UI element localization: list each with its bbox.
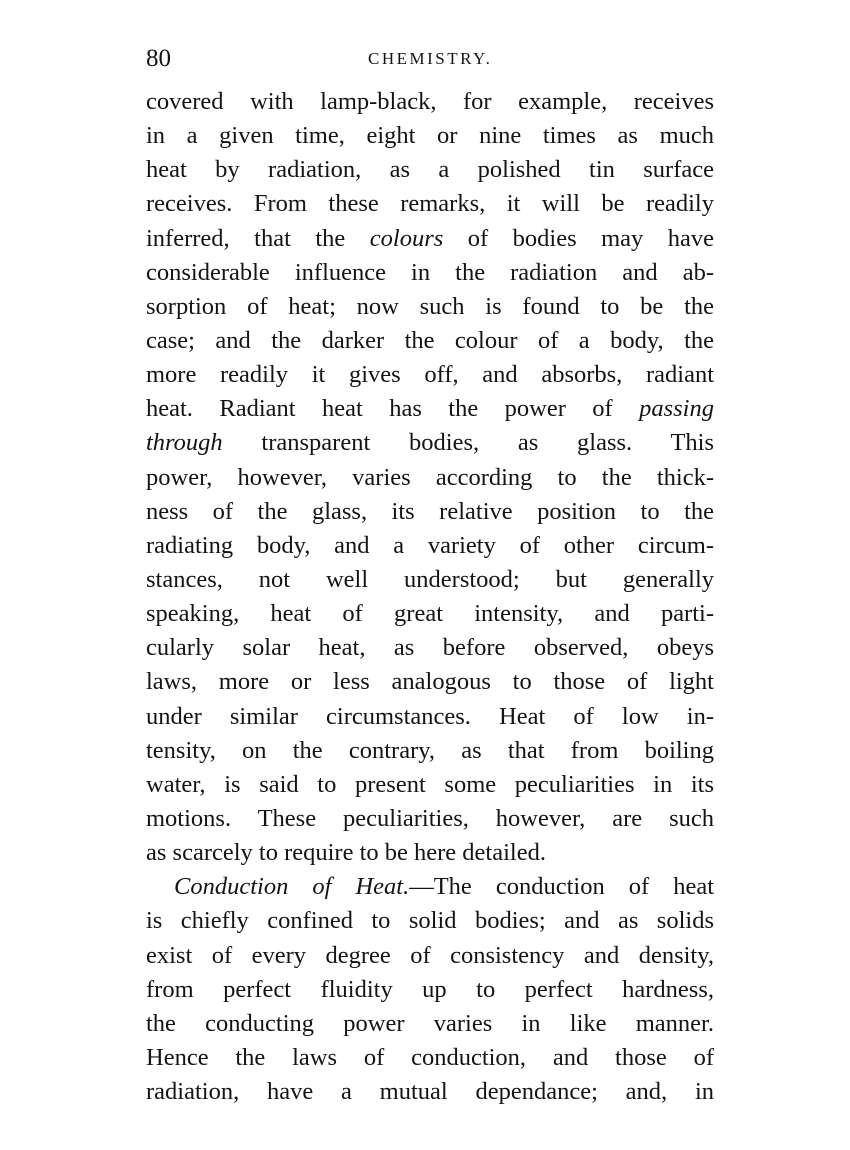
text-line: radiation, have a mutual dependance; and, in xyxy=(146,1078,714,1106)
text-line: inferred, that the colours of bodies may have xyxy=(146,224,714,252)
text-line: as scarcely to require to be here detailed. xyxy=(146,839,546,867)
text-line: under similar circumstances. Heat of low in- xyxy=(146,702,714,730)
text-line: through transparent bodies, as glass. This xyxy=(146,429,714,457)
italic-term: through xyxy=(146,429,223,457)
text-line: power, however, varies according to the thick- xyxy=(146,463,714,491)
section-heading: Conduction of Heat. xyxy=(174,873,410,901)
text-line: is chiefly confined to solid bodies; and as solids xyxy=(146,907,714,935)
section-heading-line: Conduction of Heat.—The conduction of heat xyxy=(174,873,714,901)
page-number: 80 xyxy=(146,45,171,72)
italic-term: colours xyxy=(369,224,444,252)
text-line: from perfect fluidity up to perfect hardness, xyxy=(146,975,714,1003)
text-line: sorption of heat; now such is found to be the xyxy=(146,292,714,320)
text-line: case; and the darker the colour of a body, the xyxy=(146,326,714,354)
text-line: heat by radiation, as a polished tin surface xyxy=(146,156,714,184)
italic-term: passing xyxy=(639,395,714,423)
text-line: laws, more or less analogous to those of light xyxy=(146,668,714,696)
text-line: motions. These peculiarities, however, are such xyxy=(146,804,714,832)
text-line: stances, not well understood; but generally xyxy=(146,565,714,593)
text-line: the conducting power varies in like manner. xyxy=(146,1009,714,1037)
text-line: covered with lamp-black, for example, receives xyxy=(146,88,714,115)
text-line: exist of every degree of consistency and density, xyxy=(146,941,714,969)
text-line: ness of the glass, its relative position to the xyxy=(146,497,714,525)
text-line: Hence the laws of conduction, and those of xyxy=(146,1043,714,1071)
text-line: considerable influence in the radiation and ab- xyxy=(146,258,714,286)
running-title: CHEMISTRY. xyxy=(368,49,493,68)
text-line: water, is said to present some peculiarities in its xyxy=(146,770,714,798)
text-line: speaking, heat of great intensity, and parti- xyxy=(146,600,714,628)
text-line: cularly solar heat, as before observed, obeys xyxy=(146,634,714,662)
text-line: tensity, on the contrary, as that from boiling xyxy=(146,736,714,764)
text-line: more readily it gives off, and absorbs, radiant xyxy=(146,361,714,389)
text-line: radiating body, and a variety of other circum- xyxy=(146,531,714,559)
body-text xyxy=(146,85,714,1109)
text-line: in a given time, eight or nine times as much xyxy=(146,122,714,150)
text-line: receives. From these remarks, it will be readily xyxy=(146,190,714,218)
text-line: heat. Radiant heat has the power of passing xyxy=(146,395,714,423)
